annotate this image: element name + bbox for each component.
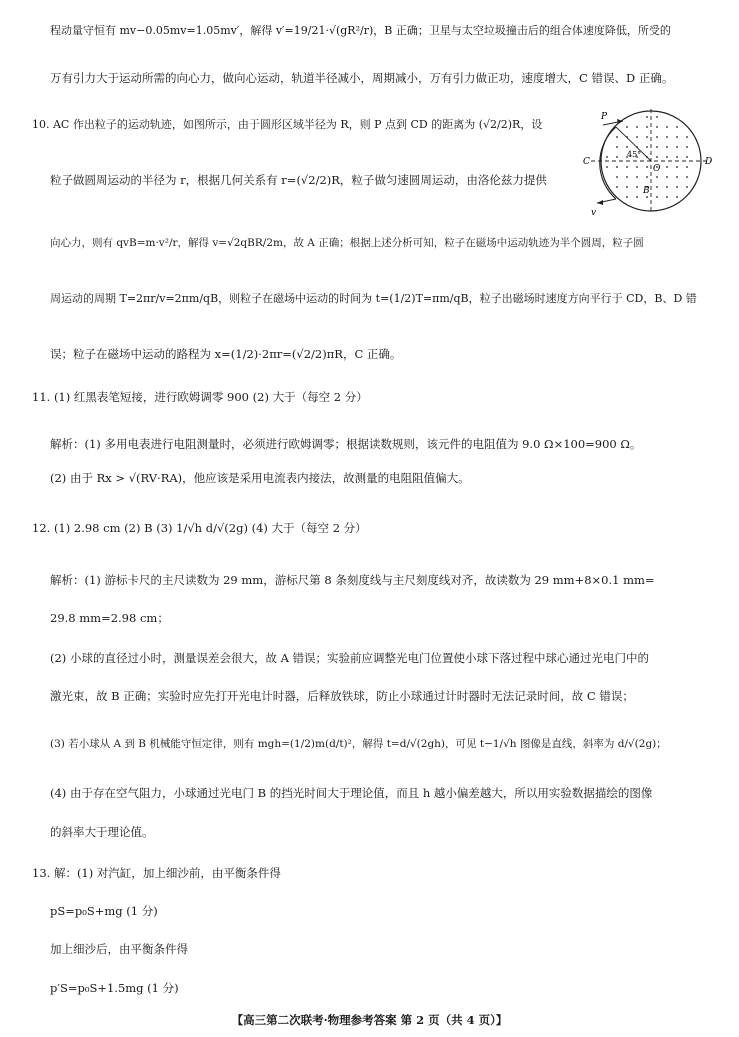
field-dot bbox=[646, 126, 648, 128]
field-dot bbox=[646, 116, 648, 118]
field-dot bbox=[626, 176, 628, 178]
field-dot bbox=[606, 156, 608, 158]
field-dot bbox=[676, 166, 678, 168]
field-dot bbox=[686, 156, 688, 158]
line-4: 粒子做圆周运动的半径为 r，根据几何关系有 r=(√2/2)R，粒子做匀速圆周运动，由洛伦兹力提供 bbox=[50, 173, 547, 187]
line-13: 29.8 mm=2.98 cm； bbox=[50, 611, 169, 625]
label-c: C bbox=[583, 157, 590, 167]
field-dot bbox=[626, 146, 628, 148]
field-dot bbox=[656, 176, 658, 178]
line-10: (2) 由于 Rx > √(RV·RA)，他应该是采用电流表内接法，故测量的电阻阻值偏大。 bbox=[50, 471, 470, 485]
field-dot bbox=[616, 136, 618, 138]
field-dot bbox=[616, 146, 618, 148]
field-dot bbox=[626, 166, 628, 168]
field-dot bbox=[636, 186, 638, 188]
label-o: O bbox=[653, 164, 661, 174]
line-3: 10. AC 作出粒子的运动轨迹，如图所示，由于圆形区域半径为 R，则 P 点到 CD 的距离为 (√2/2)R，设 bbox=[32, 118, 543, 131]
field-dot bbox=[666, 176, 668, 178]
field-dot bbox=[606, 166, 608, 168]
field-dot bbox=[686, 136, 688, 138]
line-8: 11. (1) 红黑表笔短接，进行欧姆调零 900 (2) 大于（每空 2 分） bbox=[32, 390, 368, 404]
field-dot bbox=[646, 146, 648, 148]
field-dot bbox=[616, 186, 618, 188]
field-dot bbox=[666, 186, 668, 188]
field-dot bbox=[666, 146, 668, 148]
line-20: pS=p₀S+mg (1 分) bbox=[50, 904, 158, 918]
field-dot bbox=[686, 186, 688, 188]
particle-trajectory bbox=[600, 127, 616, 199]
line-18: 的斜率大于理论值。 bbox=[50, 825, 154, 839]
line-11: 12. (1) 2.98 cm (2) B (3) 1/√h d/√(2g) (4) 大于（每空 2 分） bbox=[32, 521, 367, 535]
label-angle: 45° bbox=[627, 150, 642, 159]
field-dot bbox=[676, 196, 678, 198]
field-dot bbox=[656, 126, 658, 128]
field-dot bbox=[616, 176, 618, 178]
field-dot bbox=[666, 196, 668, 198]
label-d: D bbox=[705, 157, 713, 167]
field-dot bbox=[676, 156, 678, 158]
field-dot bbox=[666, 136, 668, 138]
line-22: p′S=p₀S+1.5mg (1 分) bbox=[50, 981, 179, 995]
field-dot bbox=[666, 156, 668, 158]
field-dot bbox=[636, 146, 638, 148]
line-9: 解析：(1) 多用电表进行电阻测量时，必须进行欧姆调零；根据读数规则，该元件的电阻值为 9.0 Ω×100=900 Ω。 bbox=[50, 437, 642, 451]
line-19: 13. 解：(1) 对汽缸，加上细沙前，由平衡条件得 bbox=[32, 866, 281, 880]
line-14: (2) 小球的直径过小时，测量误差会很大，故 A 错误；实验前应调整光电门位置使小球下落过程中球心通过光电门中的 bbox=[50, 651, 650, 665]
field-dot bbox=[646, 166, 648, 168]
field-dot bbox=[666, 166, 668, 168]
field-dot bbox=[646, 156, 648, 158]
field-dot bbox=[636, 136, 638, 138]
field-dot bbox=[676, 176, 678, 178]
line-5: 向心力，则有 qvB=m·v²/r，解得 v=√2qBR/2m，故 A 正确；根据上述分析可知，粒子在磁场中运动轨迹为半个圆周，粒子圆 bbox=[50, 237, 644, 249]
field-dot bbox=[656, 196, 658, 198]
line-17: (4) 由于存在空气阻力，小球通过光电门 B 的挡光时间大于理论值，而且 h 越小偏差越大，所以用实验数据描绘的图像 bbox=[50, 786, 653, 800]
line-6: 周运动的周期 T=2πr/v=2πm/qB，则粒子在磁场中运动的时间为 t=(1/2)T=πm/qB，粒子出磁场时速度方向平行于 CD，B、D 错 bbox=[50, 292, 697, 305]
field-dot bbox=[676, 186, 678, 188]
label-b: B bbox=[643, 186, 650, 196]
field-dot bbox=[666, 126, 668, 128]
field-dot bbox=[656, 186, 658, 188]
field-dot bbox=[636, 196, 638, 198]
field-dot bbox=[636, 126, 638, 128]
field-dot bbox=[616, 166, 618, 168]
label-p: P bbox=[601, 112, 608, 122]
magnetic-field-figure bbox=[583, 103, 718, 223]
field-dot bbox=[646, 176, 648, 178]
field-dot bbox=[656, 156, 658, 158]
field-dot bbox=[676, 146, 678, 148]
line-16: (3) 若小球从 A 到 B 机械能守恒定律，则有 mgh=(1/2)m(d/t)²，解得 t=d/√(2gh)，可见 t−1/√h 图像是直线，斜率为 d/√(2g)； bbox=[50, 738, 667, 750]
line-7: 误；粒子在磁场中运动的路程为 x=(1/2)·2πr=(√2/2)πR，C 正确。 bbox=[50, 347, 402, 361]
line-21: 加上细沙后，由平衡条件得 bbox=[50, 942, 188, 956]
field-dot bbox=[686, 176, 688, 178]
field-dot bbox=[676, 126, 678, 128]
field-dot bbox=[646, 136, 648, 138]
line-15: 激光束，故 B 正确；实验时应先打开光电计时器，后释放铁球，防止小球通过计时器时无法记录时间，故 C 错误； bbox=[50, 689, 634, 703]
field-dot bbox=[646, 196, 648, 198]
field-dot bbox=[656, 136, 658, 138]
field-dot bbox=[676, 136, 678, 138]
field-dot bbox=[616, 156, 618, 158]
field-dot bbox=[626, 136, 628, 138]
line-12: 解析：(1) 游标卡尺的主尺读数为 29 mm，游标尺第 8 条刻度线与主尺刻度线对齐，故读数为 29 mm+8×0.1 mm= bbox=[50, 573, 655, 587]
field-dot bbox=[626, 196, 628, 198]
field-dot bbox=[656, 116, 658, 118]
field-dot bbox=[636, 176, 638, 178]
field-dot bbox=[636, 166, 638, 168]
page-footer: 【高三第二次联考·物理参考答案 第 2 页（共 4 页）】 bbox=[231, 1013, 508, 1027]
field-dot bbox=[686, 146, 688, 148]
field-dot bbox=[626, 126, 628, 128]
line-2: 万有引力大于运动所需的向心力，做向心运动，轨道半径减小，周期减小，万有引力做正功，速度增大，C 错误、D 正确。 bbox=[50, 71, 674, 85]
field-dot bbox=[626, 186, 628, 188]
field-dot bbox=[686, 166, 688, 168]
label-v: v bbox=[591, 208, 597, 218]
field-dot bbox=[656, 146, 658, 148]
line-1: 程动量守恒有 mv−0.05mv=1.05mv′，解得 v′=19/21·√(gR²/r)，B 正确；卫星与太空垃圾撞击后的组合体速度降低，所受的 bbox=[50, 24, 671, 37]
